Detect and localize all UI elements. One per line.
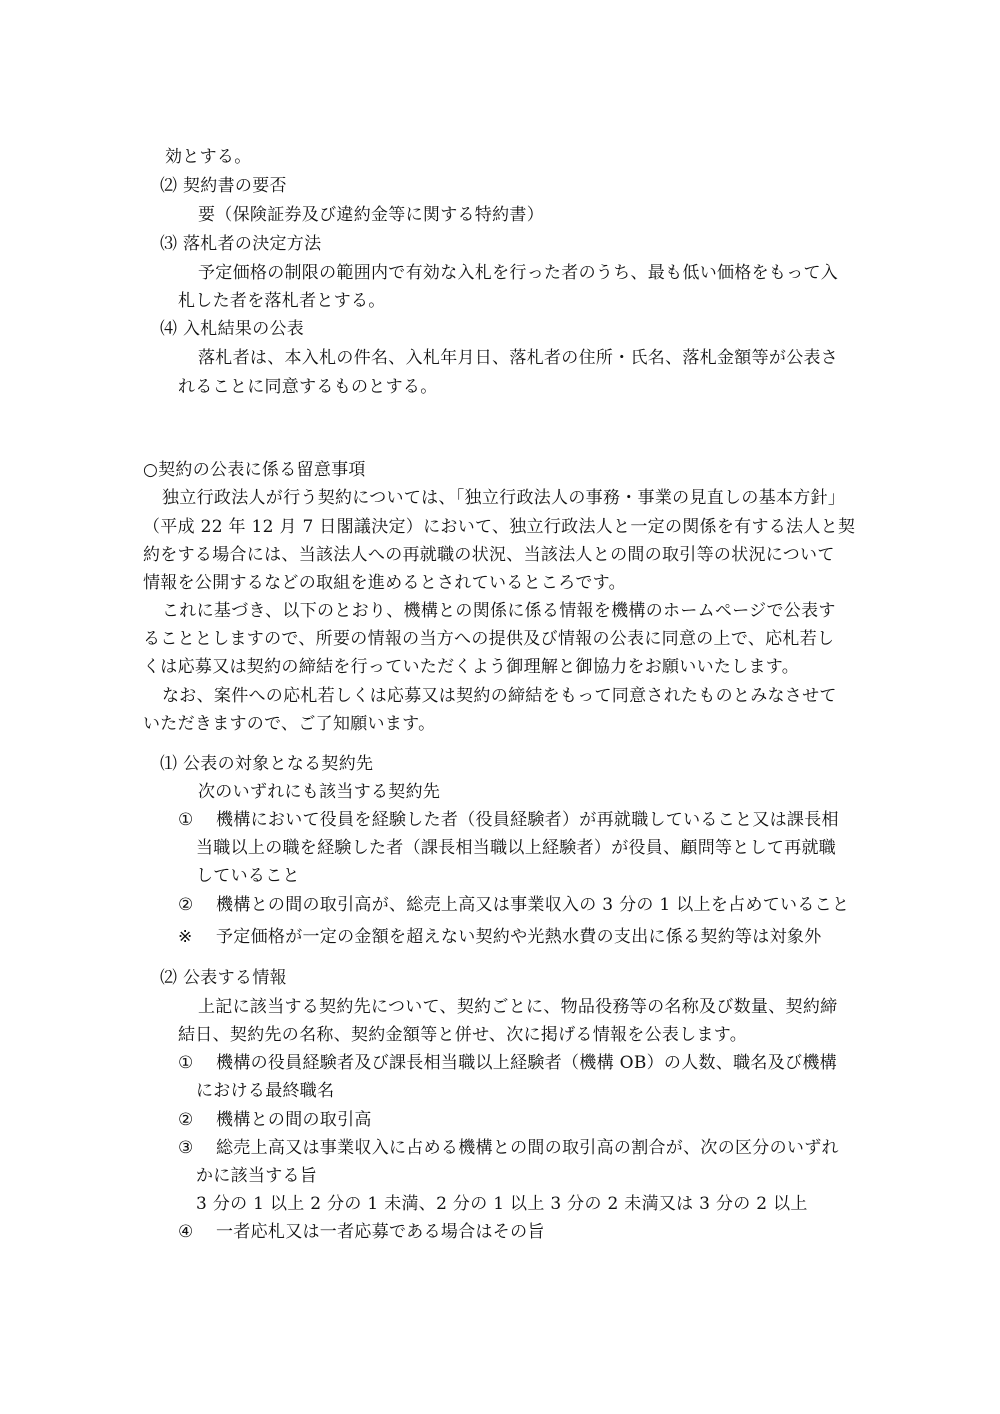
targets-c1-line1: 機構において役員を経験した者（役員経験者）が再就職していること又は課長相 xyxy=(216,810,839,830)
notice-heading: ○契約の公表に係る留意事項 xyxy=(143,460,366,480)
item4-title: ⑷ 入札結果の公表 xyxy=(160,319,305,339)
targets-c1-mark: ① xyxy=(178,810,194,830)
item3-title: ⑶ 落札者の決定方法 xyxy=(160,234,322,254)
info-i3-mark: ③ xyxy=(178,1138,194,1158)
item2-body: 要（保険証券及び違約金等に関する特約書） xyxy=(198,205,544,225)
targets-c2-line1: 機構との間の取引高が、総売上高又は事業収入の 3 分の 1 以上を占めていること xyxy=(216,895,850,915)
info-i3-line2: かに該当する旨 xyxy=(196,1166,318,1186)
targets-c2-mark: ② xyxy=(178,895,194,915)
info-i2-mark: ② xyxy=(178,1110,194,1130)
notice-p2-line3: くは応募又は契約の締結を行っていただくよう御理解と御協力をお願いいたします。 xyxy=(143,657,800,677)
notice-p3-line1: なお、案件への応札若しくは応募又は契約の締結をもって同意されたものとみなさせて xyxy=(162,686,837,706)
item2-title: ⑵ 契約書の要否 xyxy=(160,176,287,196)
targets-c1-line2: 当職以上の職を経験した者（課長相当職以上経験者）が役員、顧問等として再就職 xyxy=(196,838,837,858)
info-i4-line1: 一者応札又は一者応募である場合はその旨 xyxy=(216,1222,545,1242)
item4-body-line1: 落札者は、本入札の件名、入札年月日、落札者の住所・氏名、落札金額等が公表さ xyxy=(198,348,839,368)
info-i1-line2: における最終職名 xyxy=(196,1081,335,1101)
info-i4-mark: ④ xyxy=(178,1222,194,1242)
info-title: ⑵ 公表する情報 xyxy=(160,968,287,988)
notice-p1-line4: 情報を公開するなどの取組を進めるとされているところです。 xyxy=(143,573,626,593)
info-i3-line3: 3 分の 1 以上 2 分の 1 未満、2 分の 1 以上 3 分の 2 未満又は 3 分の 2 以上 xyxy=(196,1194,808,1214)
item3-body-line1: 予定価格の制限の範囲内で有効な入札を行った者のうち、最も低い価格をもって入 xyxy=(198,263,839,283)
info-i1-mark: ① xyxy=(178,1053,194,1073)
targets-note-mark: ※ xyxy=(178,927,193,947)
info-i3-line1: 総売上高又は事業収入に占める機構との間の取引高の割合が、次の区分のいずれ xyxy=(216,1138,839,1158)
notice-p2-line2: ることとしますので、所要の情報の当方への提供及び情報の公表に同意の上で、応札若し xyxy=(143,629,835,649)
item3-body-line2: 札した者を落札者とする。 xyxy=(178,291,386,311)
notice-p1-line1: 独立行政法人が行う契約については、「独立行政法人の事務・事業の見直しの基本方針」 xyxy=(162,488,846,508)
targets-c1-line3: していること xyxy=(196,866,300,886)
targets-title: ⑴ 公表の対象となる契約先 xyxy=(160,754,374,774)
notice-p3-line2: いただきますので、ご了知願います。 xyxy=(143,714,436,734)
info-i2-line1: 機構との間の取引高 xyxy=(216,1110,372,1130)
targets-note-line1: 予定価格が一定の金額を超えない契約や光熱水費の支出に係る契約等は対象外 xyxy=(216,927,822,947)
notice-p1-line3: 約をする場合には、当該法人への再就職の状況、当該法人との間の取引等の状況について xyxy=(143,545,835,565)
targets-intro: 次のいずれにも該当する契約先 xyxy=(198,782,441,802)
notice-p1-line2: （平成 22 年 12 月 7 日閣議決定）において、独立行政法人と一定の関係を有する法人と契 xyxy=(143,517,856,537)
info-intro-line1: 上記に該当する契約先について、契約ごとに、物品役務等の名称及び数量、契約締 xyxy=(198,997,838,1017)
item4-body-line2: れることに同意するものとする。 xyxy=(178,377,438,397)
info-i1-line1: 機構の役員経験者及び課長相当職以上経験者（機構 OB）の人数、職名及び機構 xyxy=(216,1053,837,1073)
notice-p2-line1: これに基づき、以下のとおり、機構との関係に係る情報を機構のホームページで公表す xyxy=(162,601,836,621)
continued-text: 効とする。 xyxy=(165,147,252,167)
info-intro-line2: 結日、契約先の名称、契約金額等と併せ、次に掲げる情報を公表します。 xyxy=(178,1025,748,1045)
